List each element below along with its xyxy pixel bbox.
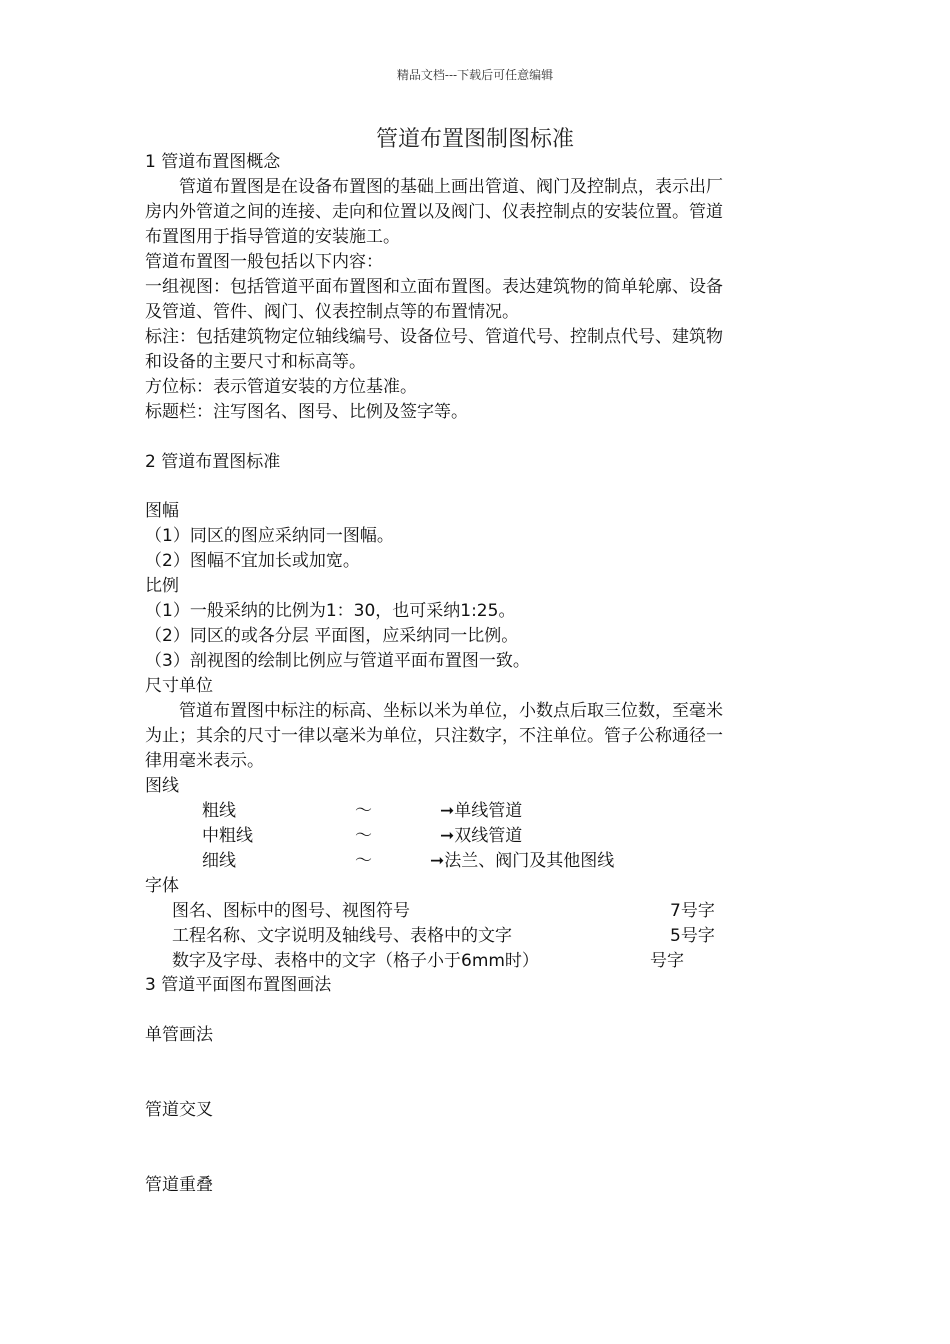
section-2-heading: 2 管道布置图标准 bbox=[145, 452, 281, 472]
line-type-name: 粗线 bbox=[202, 801, 236, 821]
font-usage-name: 数字及字母、表格中的文字（格子小于6mm时） bbox=[172, 951, 539, 971]
views-item-line: 及管道、管件、阀门、仪表控制点等的布置情况。 bbox=[145, 302, 519, 322]
font-size-value: 5号字 bbox=[670, 926, 715, 946]
paragraph-line: 律用毫米表示。 bbox=[145, 751, 264, 771]
paragraph-line: 管道布置图中标注的标高、坐标以米为单位，小数点后取三位数，至毫米 bbox=[145, 701, 723, 721]
document-title: 管道布置图制图标准 bbox=[375, 127, 574, 152]
line-type-separator: ～ bbox=[355, 851, 372, 871]
font-usage-name: 图名、图标中的图号、视图符号 bbox=[172, 901, 410, 921]
section-1-heading: 1 管道布置图概念 bbox=[145, 152, 281, 172]
paragraph-line: 布置图用于指导管道的安装施工。 bbox=[145, 227, 400, 247]
section-3-heading: 3 管道平面图布置图画法 bbox=[145, 975, 332, 995]
list-item: （1）一般采纳的比例为1：30，也可采纳1:25。 bbox=[145, 601, 516, 621]
subsection-heading: 管道交叉 bbox=[145, 1100, 213, 1120]
line-type-usage: ➞法兰、阀门及其他图线 bbox=[430, 851, 615, 871]
title-block-item: 标题栏：注写图名、图号、比例及签字等。 bbox=[145, 402, 468, 422]
list-item: （1）同区的图应采纳同一图幅。 bbox=[145, 526, 394, 546]
paragraph-line: 管道布置图是在设备布置图的基础上画出管道、阀门及控制点，表示出厂 bbox=[145, 177, 723, 197]
page-header: 精品文档---下载后可任意编辑 bbox=[396, 68, 554, 82]
views-item-line: 一组视图：包括管道平面布置图和立面布置图。表达建筑物的简单轮廓、设备 bbox=[145, 277, 723, 297]
list-item: （3）剖视图的绘制比例应与管道平面布置图一致。 bbox=[145, 651, 530, 671]
contents-intro: 管道布置图一般包括以下内容： bbox=[145, 252, 383, 272]
list-item: （2）同区的或各分层 平面图，应采纳同一比例。 bbox=[145, 626, 519, 646]
font-size-value: 号字 bbox=[650, 951, 684, 971]
subsection-heading: 尺寸单位 bbox=[145, 676, 213, 696]
line-type-usage: ➞单线管道 bbox=[440, 801, 523, 821]
subsection-heading: 图幅 bbox=[145, 501, 179, 521]
line-type-name: 中粗线 bbox=[202, 826, 253, 846]
paragraph-line: 为止；其余的尺寸一律以毫米为单位，只注数字，不注单位。管子公称通径一 bbox=[145, 726, 723, 746]
list-item: （2）图幅不宜加长或加宽。 bbox=[145, 551, 360, 571]
subsection-heading: 单管画法 bbox=[145, 1025, 213, 1045]
subsection-heading: 管道重叠 bbox=[145, 1175, 213, 1195]
annotation-item-line: 标注：包括建筑物定位轴线编号、设备位号、管道代号、控制点代号、建筑物 bbox=[145, 327, 723, 347]
subsection-heading: 图线 bbox=[145, 776, 179, 796]
subsection-heading: 比例 bbox=[145, 576, 179, 596]
subsection-heading: 字体 bbox=[145, 876, 179, 896]
orientation-item: 方位标：表示管道安装的方位基准。 bbox=[145, 377, 417, 397]
paragraph-line: 房内外管道之间的连接、走向和位置以及阀门、仪表控制点的安装位置。管道 bbox=[145, 202, 723, 222]
line-type-separator: ～ bbox=[355, 826, 372, 846]
font-usage-name: 工程名称、文字说明及轴线号、表格中的文字 bbox=[172, 926, 512, 946]
line-type-usage: ➞双线管道 bbox=[440, 826, 523, 846]
font-size-value: 7号字 bbox=[670, 901, 715, 921]
annotation-item-line: 和设备的主要尺寸和标高等。 bbox=[145, 352, 366, 372]
line-type-separator: ～ bbox=[355, 801, 372, 821]
line-type-name: 细线 bbox=[202, 851, 236, 871]
